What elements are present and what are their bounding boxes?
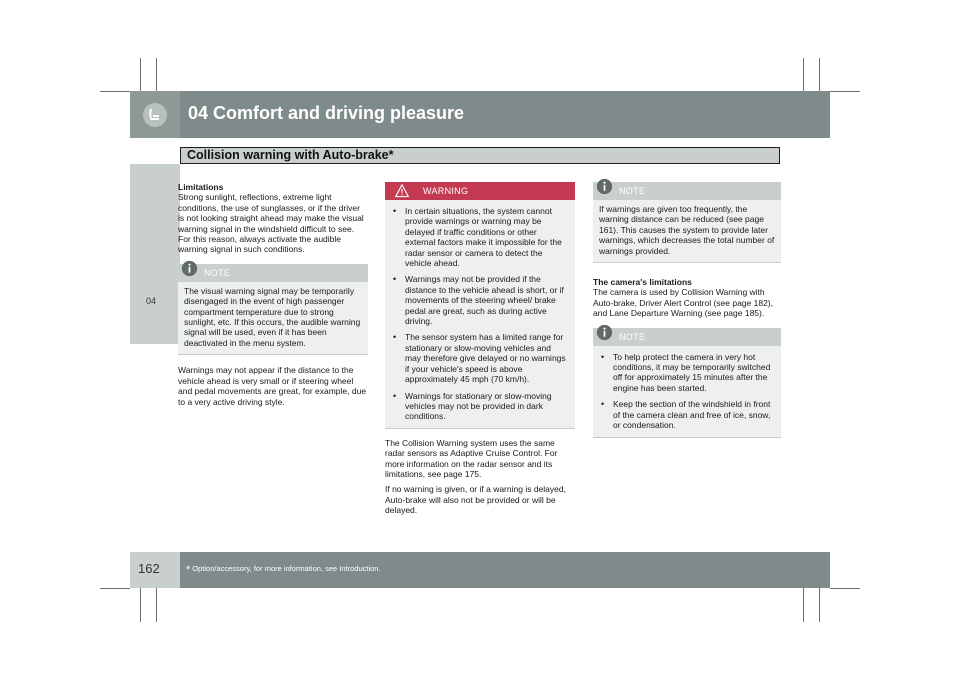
section-title: Collision warning with Auto-brake* (187, 148, 394, 162)
warning-item: • The sensor system has a limited range for stationary or slow-moving vehicles and may therefore give delayed or no warnings if your vehicle's speed is above approximately 45 mph (70 km/h). (391, 332, 569, 384)
crop-mark (830, 91, 860, 92)
note-box (593, 182, 781, 263)
note-header (178, 264, 368, 282)
chapter-title: 04 Comfort and driving pleasure (188, 103, 465, 123)
warning-item: • In certain situations, the system cannot provide warnings or warning may be delayed if traffic conditions or other external factors make it impossible for the radar sensor or camera to detect the vehicle ahead. (391, 206, 569, 268)
crop-mark (803, 586, 804, 622)
crop-mark (100, 91, 130, 92)
limitations-heading: Limitations (178, 182, 224, 192)
column-2 (385, 182, 575, 521)
info-icon (181, 260, 198, 277)
note-label: NOTE (204, 267, 231, 278)
note-label: NOTE (619, 186, 646, 196)
side-tab-label: 04 (146, 296, 157, 306)
warning-item: • Warnings for stationary or slow-moving vehicles may not be provided in dark conditions. (391, 391, 569, 422)
column-3 (593, 182, 781, 438)
warning-list (391, 206, 569, 422)
note-box (178, 264, 368, 355)
page-number: 162 (138, 561, 160, 576)
note-item: • Keep the section of the windshield in front of the camera clean and free of ice, snow, or condensation. (599, 399, 775, 430)
footnote-marker: * (186, 564, 191, 576)
section-title-bar (180, 147, 780, 164)
info-icon (596, 324, 613, 341)
crop-mark (156, 58, 157, 94)
note-text: The visual warning signal may be temporarily disengaged in the event of high passenger compartment temperature due to strong sunlight, etc. If this occurs, the audible warning signal will be used, even if it has been deactivated in the menu system. (184, 285, 361, 348)
note-body (593, 346, 781, 431)
note-item: • To help protect the camera in very hot conditions, it may be temporarily switched off for approximately 15 minutes after the engine has been started. (599, 352, 775, 394)
note-header (593, 182, 781, 200)
warning-header (385, 182, 575, 200)
seat-icon (143, 103, 167, 127)
warning-triangle-icon (395, 184, 409, 198)
warning-item: • Warnings may not be provided if the distance to the vehicle ahead is short, or if movements of the steering wheel/ brake pedal are great, such as during active driving. (391, 274, 569, 326)
limitations-intro: Strong sunlight, reflections, extreme light conditions, the use of sunglasses, or if the driver is not looking straight ahead may make the visual warning signal in the windshield difficult to see. For this reason, always activate the audible warning signal in such conditions. (178, 192, 364, 255)
crop-mark (100, 588, 130, 589)
warning-box (385, 182, 575, 429)
note-box (593, 328, 781, 438)
autobrake-paragraph: If no warning is given, or if a warning is delayed, Auto-brake will also not be provided or will be delayed. (385, 484, 566, 516)
camera-limitations-heading: The camera's limitations (593, 277, 692, 288)
footnote-text: Option/accessory, for more information, see Introduction. (192, 564, 381, 573)
camera-paragraph: The camera is used by Collision Warning with Auto-brake, Driver Alert Control (see page 182), and Lane Departure Warning (see page 185). (593, 287, 774, 319)
note-text: If warnings are given too frequently, the warning distance can be reduced (see page 161). This causes the system to provide later warnings, which decreases the total number of warnings provided. (599, 204, 775, 256)
note-header (593, 328, 781, 346)
column-1 (178, 182, 368, 412)
note-list (599, 352, 775, 431)
crop-mark (156, 586, 157, 622)
warning-body (385, 200, 575, 422)
crop-mark (803, 58, 804, 94)
info-icon (596, 178, 613, 195)
side-tab (130, 164, 180, 344)
note-label: NOTE (619, 331, 646, 342)
radar-paragraph: The Collision Warning system uses the same radar sensors as Adaptive Cruise Control. For more information on the radar sensor and its limitations, see page 175. (385, 437, 558, 479)
warning-label: WARNING (423, 186, 469, 196)
footnote (186, 564, 381, 576)
crop-mark (830, 588, 860, 589)
limitations-outro: Warnings may not appear if the distance to the vehicle ahead is very small or if steering wheel and pedal movements are great, for example, due to a very active driving style. (178, 365, 367, 407)
